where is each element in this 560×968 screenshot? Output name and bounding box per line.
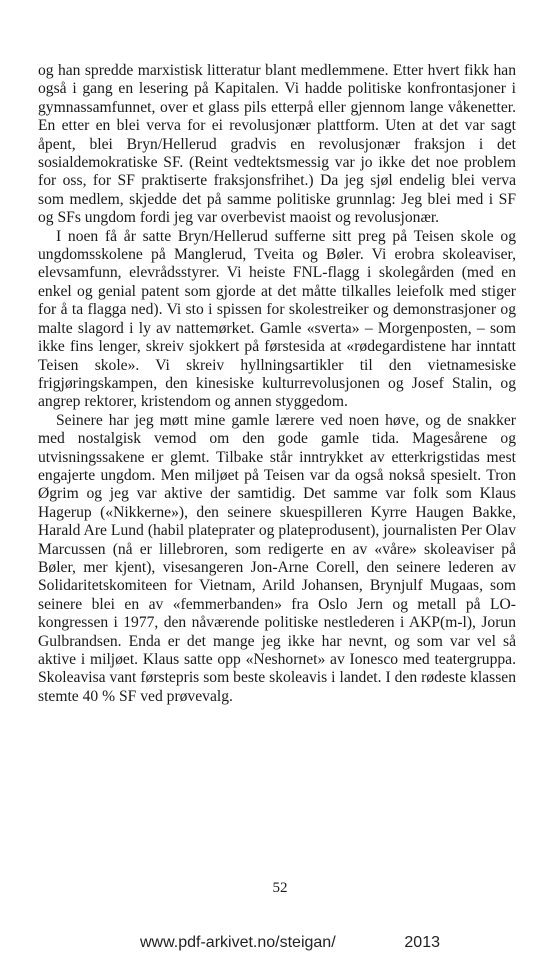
page-number: 52 [272, 880, 288, 896]
footer-year: 2013 [404, 934, 440, 951]
body-text [38, 62, 516, 706]
footer-url: www.pdf-arkivet.no/steigan/ [140, 934, 336, 951]
paragraph-3: Seinere har jeg møtt mine gamle lærere ved noen høve, og de snakker med nostalgisk vemod om den gode gamle tida. Magesårene og utvisningssakene er glemt. Tilbake står inntrykket av etterkrigstidas mest engajerte ungdom. Men miljøet på Teisen var da også nokså spesielt. Tron Øgrim og jeg var aktive der samtidig. Det samme var folk som Klaus Hagerup («Nikkerne»), den seinere skuespilleren Kyrre Haugen Bakke, Harald Are Lund (habil plateprater og plateprodusent), journalisten Per Olav Marcussen (nå er lillebroren, som redigerte en av «våre» skoleaviser på Bøler, mer kjent), visesangeren Jon-Arne Corell, den seinere lederen av Solidaritetskomiteen for Vietnam, Arild Johansen, Brynjulf Mugaas, som seinere blei en av «femmerbanden» fra Oslo Jern og metall på LO-kongressen i 1977, den nåværende politiske nestlederen i AKP(m-l), Jorun Gulbrandsen. Enda er det mange jeg ikke har nevnt, og som var vel så aktive i miljøet. Klaus satte opp «Neshornet» av Ionesco med teatergruppa. Skoleavisa vant førstepris som beste skoleavis i landet. I den rødeste klassen stemte 40 % SF ved prøvevalg. [38, 411, 516, 705]
footer [140, 934, 440, 952]
paragraph-2: I noen få år satte Bryn/Hellerud sufferne sitt preg på Teisen skole og ungdomsskolene på Manglerud, Tveita og Bøler. Vi erobra skoleaviser, elevsamfunn, elevrådsstyrer. Vi heiste FNL-flagg i skolegården (med en enkel og genial patent som gjorde at det måtte tilkalles leiefolk med stiger for å ta flagga ned). Vi sto i spissen for skolestreiker og demonstrasjoner og malte slagord i ly av nattemørket. Gamle «sverta» – Morgenposten, – som ikke fins lenger, skreiv sjokkert på førstesida at «rødegardistene har inntatt Teisen skole». Vi skreiv hyllningsartikler til den vietnamesiske frigjøringskampen, den kinesiske kulturrevolusjonen og Josef Stalin, og angrep rektorer, kristendom og annen styggedom. [38, 227, 516, 411]
paragraph-1: og han spredde marxistisk litteratur blant medlemmene. Etter hvert fikk han også i gang en lesering på Kapitalen. Vi hadde politiske konfrontasjoner i gymnassamfunnet, over et glass pils etterpå eller gjennom lange våkenetter. En etter en blei verva for ei revolusjonær plattform. Uten at det var sagt åpent, blei Bryn/Hellerud gradvis en revolusjonær fraksjon i det sosialdemokratiske SF. (Reint vedtektsmessig var jo ikke det noe problem for oss, for SF praktiserte fraksjonsfrihet.) Da jeg sjøl endelig blei verva som medlem, skjedde det på samme politiske grunnlag: Jeg blei med i SF og SFs ungdom fordi jeg var overbevist maoist og revolusjonær. [38, 62, 516, 227]
